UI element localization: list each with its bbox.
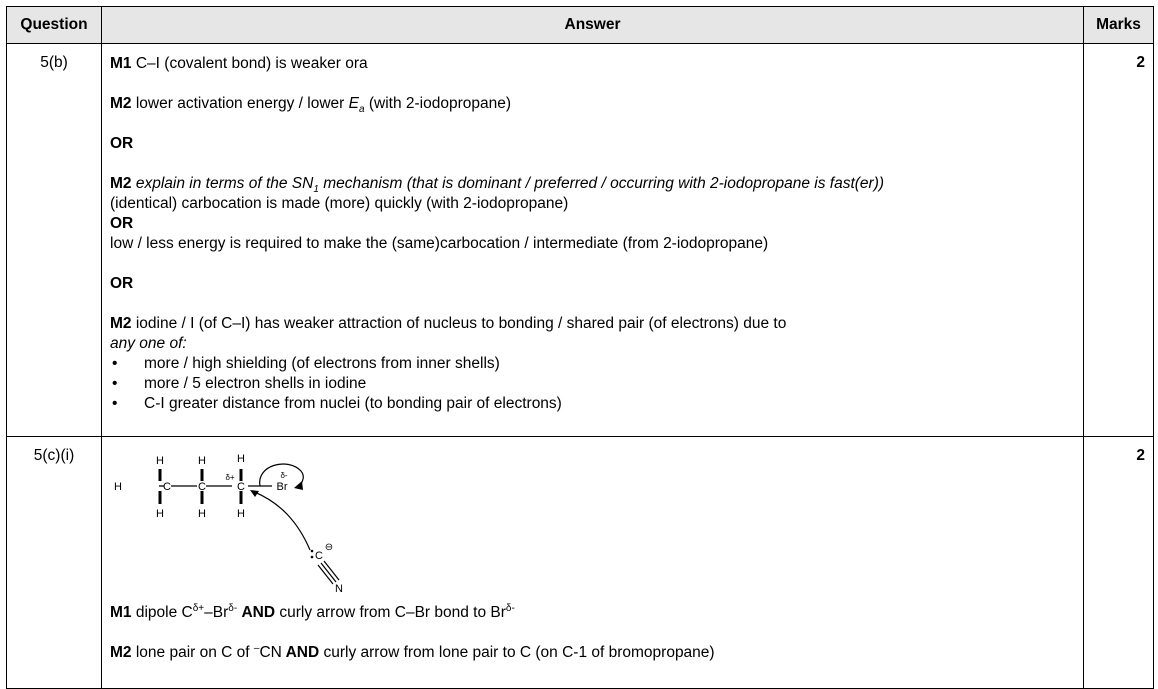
c-atom: C (198, 481, 206, 493)
answer-text: CN (259, 644, 282, 661)
mark-label: M1 (110, 604, 132, 621)
answer-text: C–I (covalent bond) is weaker ora (131, 55, 368, 72)
any-one-of: any one of: (110, 335, 187, 352)
h-atom: H (198, 455, 206, 467)
answer-text: iodine / I (of C–I) has weaker attraction of nucleus to bonding / shared pair (of electrons) due to (131, 315, 787, 332)
sn1-subscript: 1 (313, 184, 319, 196)
cn-carbon: C (315, 550, 323, 562)
answer-text: dipole C (131, 604, 193, 621)
question-number: 5(c)(i) (7, 437, 102, 689)
bullet-list (110, 354, 1075, 414)
header-answer: Answer (102, 7, 1084, 44)
mechanism-diagram (110, 447, 410, 597)
mark-label: M2 (110, 175, 132, 192)
answer-text: (with 2-iodopropane) (364, 95, 512, 112)
m1-line (110, 603, 1075, 623)
m2-line (110, 643, 1075, 663)
list-item: • C-I greater distance from nuclei (to bonding pair of electrons) (110, 394, 1075, 414)
n-atom: N (335, 583, 343, 595)
or-separator: OR (110, 135, 134, 152)
h-atom: H (156, 508, 164, 520)
negative-charge: ⊖ (324, 542, 334, 553)
c-atom: C (237, 481, 245, 493)
minus-sup: – (253, 642, 260, 654)
delta-minus: δ- (280, 471, 288, 480)
answer-text: low / less energy is required to make the (same)carbocation / intermediate (from 2-iodopropane) (110, 235, 769, 252)
and-keyword: AND (281, 644, 320, 661)
mark-label: M2 (110, 644, 132, 661)
or-separator: OR (110, 275, 134, 292)
question-number: 5(b) (7, 44, 102, 437)
m2-line (110, 314, 1075, 334)
answer-cell (102, 44, 1084, 437)
br-atom: Br (276, 481, 288, 493)
list-item: • more / high shielding (of electrons from inner shells) (110, 354, 1075, 374)
and-keyword: AND (237, 604, 276, 621)
delta-plus: δ+ (225, 473, 235, 482)
answer-text: mechanism (that is dominant / preferred / occurring with 2-iodopropane is fast(er)) (318, 175, 885, 192)
mark-label: M2 (110, 315, 132, 332)
h-atom: H (156, 455, 164, 467)
mechanism-svg (110, 447, 410, 597)
mark-label: M1 (110, 55, 132, 72)
h-atom: H (237, 453, 245, 465)
table-row (7, 44, 1154, 437)
answer-text: curly arrow from C–Br bond to Br (275, 604, 506, 621)
delta-minus-sup: δ- (505, 602, 515, 614)
or-separator: OR (110, 215, 134, 232)
delta-plus-sup: δ+ (192, 602, 205, 614)
answer-text: explain in terms of the SN (131, 175, 314, 192)
m2-line (110, 174, 1075, 194)
ea-symbol: E (348, 95, 359, 112)
c-atom: C (163, 481, 171, 493)
answer-cell (102, 437, 1084, 689)
delta-minus-sup: δ- (228, 602, 238, 614)
header-marks: Marks (1084, 7, 1154, 44)
h-atom: H (237, 508, 245, 520)
answer-text: (identical) carbocation is made (more) quickly (with 2-iodopropane) (110, 195, 569, 212)
answer-text: lone pair on C of (131, 644, 254, 661)
mark-label: M2 (110, 95, 132, 112)
table-row (7, 437, 1154, 689)
ea-subscript: a (359, 104, 365, 116)
h-atom: H (198, 508, 206, 520)
answer-text: lower activation energy / lower (131, 95, 349, 112)
header-row (7, 7, 1154, 44)
answer-text: curly arrow from lone pair to C (on C-1 of bromopropane) (319, 644, 715, 661)
m1-line (110, 54, 1075, 74)
mark-scheme-table (6, 6, 1154, 689)
header-question: Question (7, 7, 102, 44)
m2-line (110, 94, 1075, 114)
h-atom: H (114, 481, 122, 493)
list-item: • more / 5 electron shells in iodine (110, 374, 1075, 394)
marks-value: 2 (1084, 44, 1154, 437)
answer-text: –Br (204, 604, 229, 621)
marks-value: 2 (1084, 437, 1154, 689)
